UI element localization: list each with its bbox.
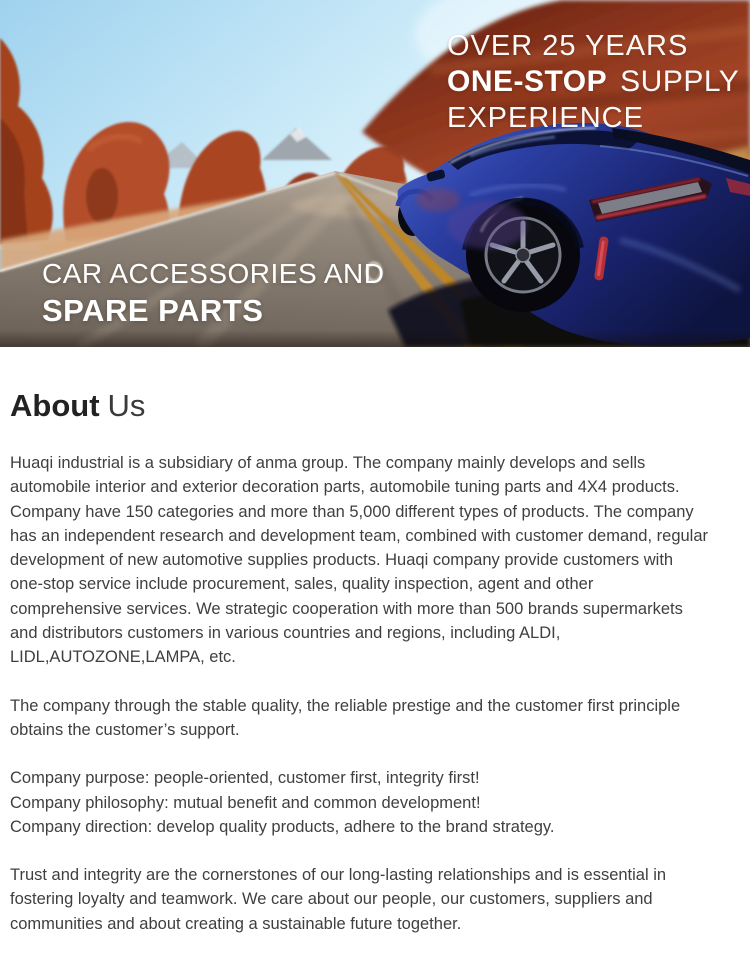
door-reflection bbox=[447, 201, 527, 249]
hero-bottom-line-2: SPARE PARTS bbox=[42, 293, 264, 328]
text-line: development of new automotive supplies products. Huaqi company provide customers with bbox=[10, 551, 674, 570]
text-line: LIDL,AUTOZONE,LAMPA, etc. bbox=[10, 648, 236, 667]
bottom-vignette bbox=[0, 330, 750, 347]
hero-line-2 bbox=[447, 64, 739, 100]
text-line: fostering loyalty and teamwork. We care about our people, our customers, suppliers and bbox=[10, 890, 653, 909]
text-line: The company through the stable quality, the reliable prestige and the customer first principle bbox=[10, 696, 681, 715]
hero-line-3: EXPERIENCE bbox=[447, 102, 644, 134]
page-title bbox=[10, 388, 730, 424]
text-line: Trust and integrity are the cornerstones of our long-lasting relationships and is essential in bbox=[10, 866, 667, 885]
hero-line-2-bold: ONE-STOP bbox=[447, 65, 608, 98]
text-line: Company have 150 categories and more than 5,000 different types of products. The company bbox=[10, 502, 694, 521]
about-paragraph-3 bbox=[10, 766, 730, 839]
about-section bbox=[0, 347, 750, 936]
text-line: has an independent research and development team, combined with customer demand, regular bbox=[10, 526, 709, 545]
hero-line-2-regular: SUPPLY bbox=[620, 65, 740, 98]
hero-line-1: OVER 25 YEARS bbox=[447, 30, 689, 62]
text-line: Huaqi industrial is a subsidiary of anma group. The company mainly develops and sells bbox=[10, 454, 646, 472]
text-line: obtains the customer’s support. bbox=[10, 720, 240, 739]
hero-headline-bottom bbox=[42, 255, 384, 329]
text-line: Company philosophy: mutual benefit and common development! bbox=[10, 793, 481, 812]
text-line: comprehensive services. We strategic cooperation with more than 500 brands supermarkets bbox=[10, 599, 683, 618]
text-line: and distributors customers in various countries and regions, including ALDI, bbox=[10, 624, 561, 643]
page-title-bold: About bbox=[10, 388, 100, 423]
hero-banner bbox=[0, 0, 750, 347]
about-paragraph-1 bbox=[10, 451, 730, 670]
hero-bottom-line-1: CAR ACCESSORIES AND bbox=[42, 258, 385, 289]
page-title-light: Us bbox=[107, 388, 146, 423]
text-line: one-stop service include procurement, sales, quality inspection, agent and other bbox=[10, 575, 594, 594]
text-line: Company purpose: people-oriented, customer first, integrity first! bbox=[10, 769, 480, 788]
hero-headline-top bbox=[447, 28, 739, 136]
text-line: communities and about creating a sustainable future together. bbox=[10, 914, 462, 933]
about-paragraph-2 bbox=[10, 694, 730, 743]
text-line: Company direction: develop quality products, adhere to the brand strategy. bbox=[10, 817, 555, 836]
about-paragraph-4 bbox=[10, 863, 730, 936]
text-line: automobile interior and exterior decoration parts, automobile tuning parts and 4X4 products. bbox=[10, 478, 680, 497]
